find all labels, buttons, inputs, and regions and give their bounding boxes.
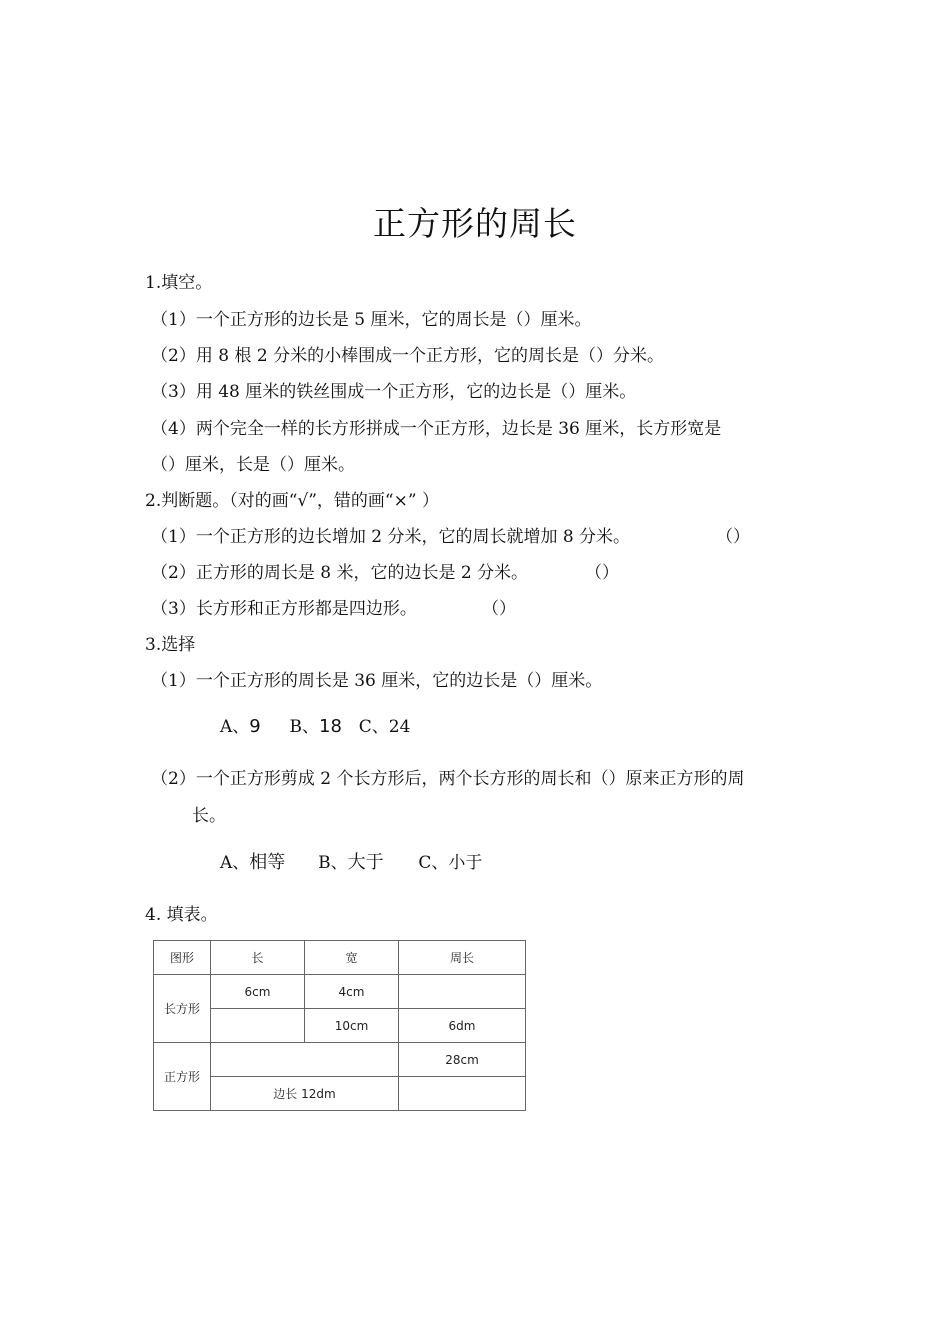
option-c-value: 24 <box>388 717 411 737</box>
fill-question-4-line-1: （4）两个完全一样的长方形拼成一个正方形，边长是 36 厘米，长方形宽是 <box>151 419 722 439</box>
square-2-perimeter <box>399 1077 526 1111</box>
square-1-side <box>211 1043 399 1077</box>
option-b-label: B、 <box>289 717 320 737</box>
square-label: 正方形 <box>154 1043 211 1111</box>
section-4-heading: 4. 填表。 <box>145 905 218 925</box>
rectangle-label: 长方形 <box>154 975 211 1043</box>
fill-table <box>153 940 526 1111</box>
option-c-label: C、 <box>358 717 389 737</box>
fill-question-3: （3）用 48 厘米的铁丝围成一个正方形，它的边长是（）厘米。 <box>151 382 637 402</box>
page-title: 正方形的周长 <box>373 204 577 243</box>
judge-question-2: （2）正方形的周长是 8 米，它的边长是 2 分米。 <box>151 563 529 583</box>
judge-answer-3: （） <box>482 599 516 619</box>
header-width: 宽 <box>305 941 399 975</box>
judge-answer-1: （） <box>716 527 750 547</box>
option-c-value: 小于 <box>448 853 483 873</box>
rect-2-length <box>211 1009 305 1043</box>
option-c-label: C、 <box>418 853 449 873</box>
option-a-label: A、 <box>220 853 250 873</box>
option-b-value: 18 <box>319 716 342 737</box>
rect-2-width: 10cm <box>305 1009 399 1043</box>
rect-1-width: 4cm <box>305 975 399 1009</box>
option-a-value: 相等 <box>249 852 286 873</box>
header-perimeter: 周长 <box>399 941 526 975</box>
fill-question-1: （1）一个正方形的边长是 5 厘米，它的周长是（）厘米。 <box>151 310 592 330</box>
judge-question-3: （3）长方形和正方形都是四边形。 <box>151 599 417 619</box>
choice-question-2-line-2: 长。 <box>192 806 226 826</box>
header-length: 长 <box>211 941 305 975</box>
section-3-heading: 3.选择 <box>145 635 196 655</box>
judge-question-1: （1）一个正方形的边长增加 2 分米，它的周长就增加 8 分米。 <box>151 527 631 547</box>
choice-question-2-line-1: （2）一个正方形剪成 2 个长方形后，两个长方形的周长和（）原来正方形的周 <box>151 769 745 789</box>
choice-options-2 <box>220 848 482 874</box>
square-1-perimeter: 28cm <box>399 1043 526 1077</box>
fill-question-2: （2）用 8 根 2 分米的小棒围成一个正方形，它的周长是（）分米。 <box>151 346 665 366</box>
option-a-label: A、 <box>220 717 250 737</box>
rect-1-perimeter <box>399 975 526 1009</box>
option-b-label: B、 <box>318 853 348 873</box>
section-1-heading: 1.填空。 <box>145 273 213 293</box>
section-2-heading: 2.判断题。（对的画“√”，错的画“×” ） <box>145 491 439 511</box>
rect-1-length: 6cm <box>211 975 305 1009</box>
rect-2-perimeter: 6dm <box>399 1009 526 1043</box>
choice-options-1 <box>220 712 410 737</box>
square-2-side: 边长 12dm <box>211 1077 399 1111</box>
option-b-value: 大于 <box>347 852 384 873</box>
fill-question-4-line-2: （）厘米，长是（）厘米。 <box>151 455 355 475</box>
option-a-value: 9 <box>249 716 261 737</box>
header-shape: 图形 <box>154 941 211 975</box>
judge-answer-2: （） <box>585 563 619 583</box>
choice-question-1: （1）一个正方形的周长是 36 厘米，它的边长是（）厘米。 <box>151 671 603 691</box>
